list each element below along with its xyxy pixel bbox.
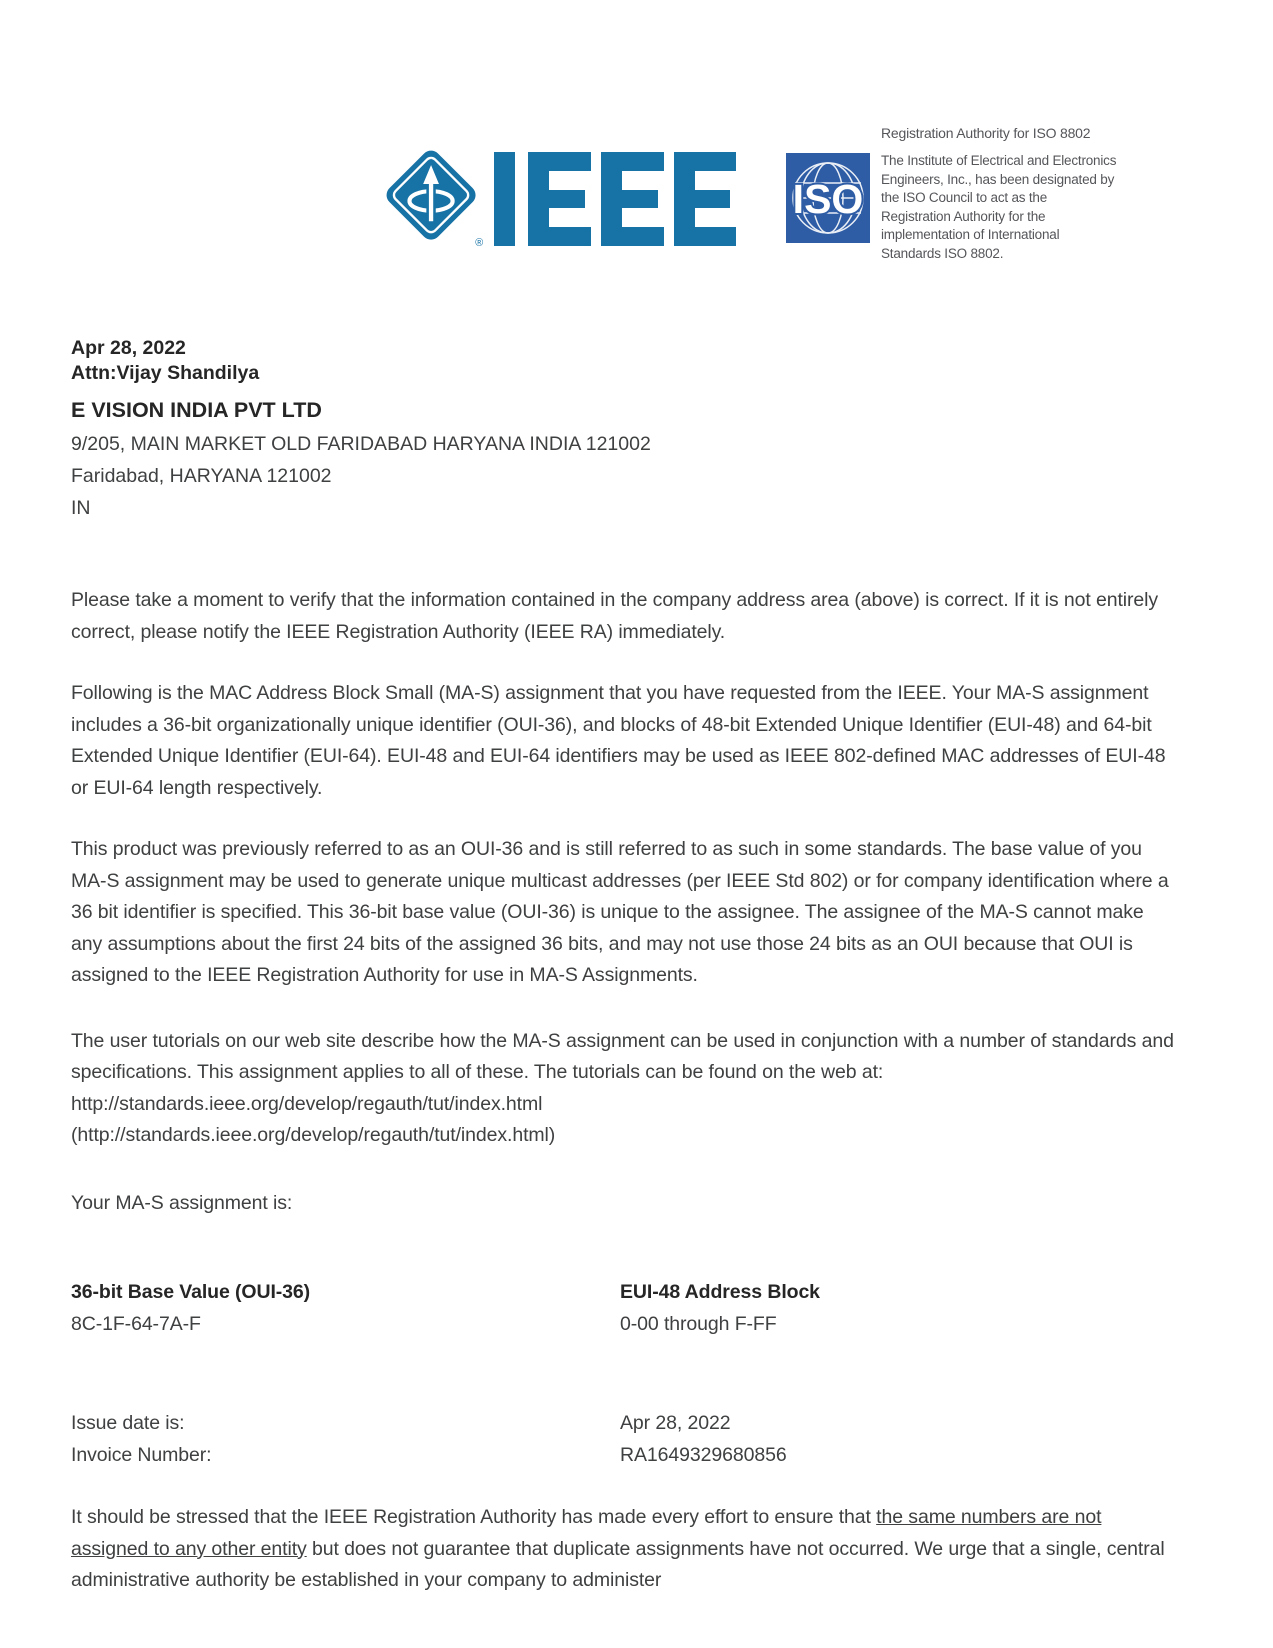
closing-text-before: It should be stressed that the IEEE Registration Authority has made every effort to ensure that (71, 1506, 877, 1528)
assignment-intro: Your MA-S assignment is: (71, 1191, 293, 1214)
eui48-label: EUI-48 Address Block (620, 1281, 820, 1303)
letter-body (71, 585, 1179, 1627)
closing-paragraph (71, 1502, 1179, 1597)
recipient-attention: Attn:Vijay Shandilya (71, 362, 260, 384)
ieee-diamond-icon (382, 143, 486, 255)
closing-text-after: but does not guarantee that duplicate assignments have not occurred. We urge that a single, central administrative authority be established in your company to administer (71, 1537, 1165, 1591)
issue-invoice-table (71, 1408, 1179, 1471)
tutorials-url: http://standards.ieee.org/develop/regauth/tut/index.html (71, 1092, 543, 1115)
issue-date-value: Apr 28, 2022 (620, 1412, 731, 1434)
recipient-address-line1: 9/205, MAIN MARKET OLD FARIDABAD HARYANA INDIA 121002 (71, 433, 651, 455)
paragraph-assignment-overview: Following is the MAC Address Block Small (MA-S) assignment that you have requested from the IEEE. Your MA-S assignment includes a 36-bit organizationally unique identifier (OUI-36), and blocks of 48-bit Extended Unique Identifier (EUI-48) and 64-bit Extended Unique Identifier (EUI-64). EUI-48 and EUI-64 identifiers may be used as IEEE 802-defined MAC addresses of EUI-48 or EUI-64 length respectively. (71, 682, 1166, 799)
paragraph-tutorials (71, 1026, 1179, 1152)
oui36-label: 36-bit Base Value (OUI-36) (71, 1281, 311, 1303)
closing-underlined-text: the same numbers are not assigned to any other entity (71, 1506, 1102, 1560)
ieee-logo (382, 143, 736, 255)
issue-date-label: Issue date is: (71, 1412, 185, 1434)
letter-date: Apr 28, 2022 (71, 337, 186, 359)
invoice-number-value: RA1649329680856 (620, 1443, 787, 1466)
recipient-block (71, 336, 651, 524)
paragraph-verify-address: Please take a moment to verify that the information contained in the company address area (above) is correct. If it is not entirely correct, please notify the IEEE Registration Authority (IEEE RA) immediately. (71, 589, 1159, 643)
iso-label: ISO (792, 176, 864, 222)
assignment-table (71, 1277, 1179, 1340)
oui36-value: 8C-1F-64-7A-F (71, 1312, 201, 1335)
paragraph-oui36-details: This product was previously referred to as an OUI-36 and is still referred to as such in some standards. The base value of you MA-S assignment may be used to generate unique multicast addresses (per IEEE Std 802) or for company identification where a 36 bit identifier is specified. This 36-bit base value (OUI-36) is unique to the assignee. The assignee of the MA-S cannot make any assumptions about the first 24 bits of the assigned 36 bits, and may not use those 24 bits as an OUI because that OUI is assigned to the IEEE Registration Authority for use in MA-S Assignments. (71, 838, 1169, 986)
ieee-registered-mark: ® (475, 237, 484, 250)
recipient-address-line2: Faridabad, HARYANA 121002 (71, 465, 332, 487)
ieee-wordmark (494, 152, 736, 246)
ra-description: The Institute of Electrical and Electronics Engineers, Inc., has been designated by the ISO Council to act as the Registration Authority for the implementation of International Standards ISO 8802. (881, 153, 1117, 261)
eui48-value: 0-00 through F-FF (620, 1312, 777, 1335)
invoice-number-label: Invoice Number: (71, 1443, 212, 1466)
recipient-company: E VISION INDIA PVT LTD (71, 398, 322, 422)
iso-logo-icon (786, 152, 870, 244)
registration-authority-block (881, 124, 1117, 263)
tutorials-url-paren: (http://standards.ieee.org/develop/regauth/tut/index.html) (71, 1124, 556, 1146)
tutorials-text: The user tutorials on our web site describe how the MA-S assignment can be used in conjunction with a number of standards and specifications. This assignment applies to all of these. The tutorials can be found on the web at: (71, 1029, 1174, 1083)
ra-title: Registration Authority for ISO 8802 (881, 125, 1091, 141)
recipient-country: IN (71, 497, 91, 519)
